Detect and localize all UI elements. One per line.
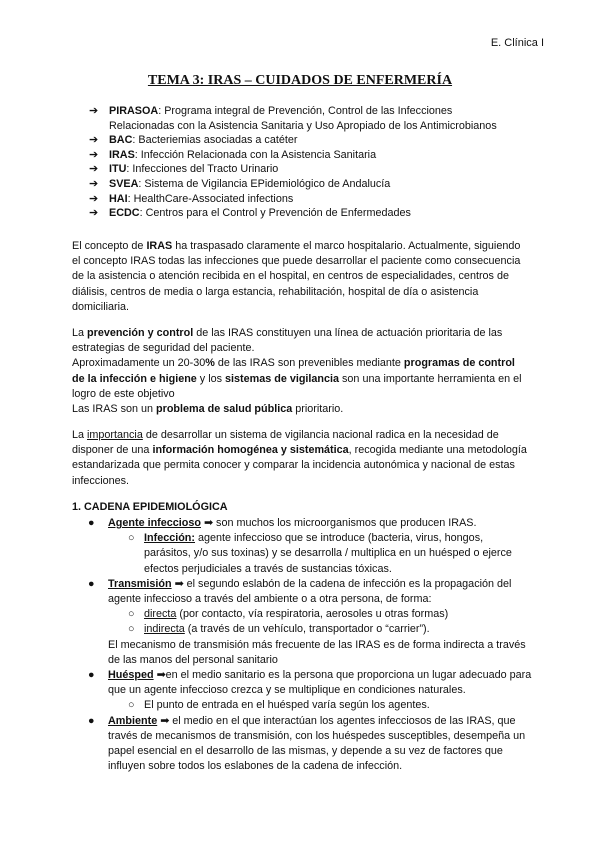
list-item [89,104,539,133]
paragraph-importance: La importancia de desarrollar un sistema de vigilancia nacional radica en la necesidad de disponer de una información homogénea y sistemática, recogida mediante una metodología estandarizada que permita conocer y comparar la incidencia autonómica y nacional de estas infecciones. [72,429,527,487]
arrow-icon: ➔ [89,105,99,117]
list-item-huesped: ● Huésped ➡en el medio sanitario es la persona que proporciona un lugar adecuado para que un agente infeccioso crezca y se multiplique en condiciones naturales. [72,668,532,698]
circle-bullet-icon: ○ [128,532,135,545]
arrow-icon: ➔ [89,134,99,147]
sublist-item-indirecta: ○ indirecta (a través de un vehículo, transportador o “carrier”). [108,622,532,637]
right-arrow-icon: ➡ [201,517,214,529]
list-item-ambiente: ● Ambiente ➡ el medio en el que interactúan los agentes infecciosos de las IRAS, que través de mecanismos de transmisión, con los huéspedes susceptibles, desempeña un papel esencial en el desarrollo de las mismas, y depende a su vez de factores que influyen sobre todos los eslabones de la cadena de infección. [72,714,532,775]
abbr-def: : Programa integral de Prevención, Control de las Infecciones [158,105,453,117]
bullet-icon: ● [88,517,95,529]
list-item [89,206,539,221]
chain-list [72,516,532,774]
sublist-item-entrada: ○ El punto de entrada en el huésped varía según los agentes. [108,698,532,713]
list-item [89,192,539,207]
abbr-def: : Infecciones del Tracto Urinario [126,163,279,176]
abbr-term: BAC [109,134,133,147]
arrow-icon: ➔ [89,177,99,190]
bullet-icon: ● [88,714,95,727]
abbr-term: ECDC [109,207,140,220]
list-item [89,162,539,177]
sublist-item-infeccion: ○ Infección: agente infeccioso que se introduce (bacteria, virus, hongos, parásitos, y/o sus toxinas) y se desarrolla / multiplica en un huésped o ejerce efectos perjudiciales a través de sustancias tóxicas. [108,531,532,577]
abbreviation-list [89,104,539,221]
abbr-def: : HealthCare-Associated infections [127,192,294,205]
abbr-def: : Bacteriemias asociadas a catéter [132,134,298,147]
abbr-term: HAI [109,192,128,205]
mechanism-note: El mecanismo de transmisión más frecuente de las IRAS es de forma indirecta a través de las manos del personal sanitario [108,638,526,666]
circle-bullet-icon: ○ [128,699,135,712]
abbr-def: : Infección Relacionada con la Asistencia Sanitaria [134,148,377,161]
abbr-term: PIRASOA [109,105,159,117]
abbr-def-cont: Relacionadas con la Asistencia Sanitaria y Uso Apropiado de los Antimicrobianos [109,119,497,132]
abbr-def: : Sistema de Vigilancia EPidemiológico de Andalucía [138,177,391,190]
list-item-transmision: ● Transmisión ➡ el segundo eslabón de la cadena de infección es la propagación del agente infeccioso a través del ambiente o a otra persona, de forma: [72,577,532,607]
right-arrow-icon: ➡ [171,577,184,590]
circle-bullet-icon: ○ [128,623,135,636]
arrow-icon: ➔ [89,148,99,161]
page-header: E. Clínica I [490,37,544,49]
arrow-icon: ➔ [89,192,99,205]
list-item-agente: ● Agente infeccioso ➡ son muchos los microorganismos que producen IRAS. [72,516,532,531]
list-item [89,177,539,192]
page-title: TEMA 3: IRAS – CUIDADOS DE ENFERMERÍA [147,73,453,88]
bullet-icon: ● [88,577,95,590]
arrow-icon: ➔ [89,163,99,176]
abbr-term: IRAS [109,148,135,161]
section-heading: 1. CADENA EPIDEMIOLÓGICA [72,501,228,513]
paragraph-prevention: La prevención y control de las IRAS constituyen una línea de actuación prioritaria de las estrategias de seguridad del paciente. Aproximadamente un 20-30% de las IRAS son prevenibles mediante programas de control de la infección e higiene y los sistemas de vigilancia son una importante herramienta en el logro de este objetivo Las IRAS son un problema de salud pública prioritario. [72,327,522,416]
abbr-term: SVEA [109,177,139,190]
abbr-term: ITU [109,163,127,176]
right-arrow-icon: ➡ [157,714,170,727]
list-item [89,148,539,163]
abbr-def: : Centros para el Control y Prevención de Enfermedades [139,207,411,220]
sublist-item-directa: ○ directa (por contacto, vía respiratoria, aerosoles u otras formas) [108,607,532,622]
circle-bullet-icon: ○ [128,608,135,621]
arrow-icon: ➔ [89,207,99,220]
bullet-icon: ● [88,669,95,682]
right-arrow-icon: ➡ [153,669,166,682]
paragraph-iras-concept: El concepto de IRAS ha traspasado claramente el marco hospitalario. Actualmente, siguiendo el concepto IRAS todas las infecciones que puede desarrollar el paciente como consecuencia de la asistencia o atención recibida en el hospital, en centros de especialidades, centros de diálisis, centros de media o larga estancia, rehabilitación, hospital de día o asistencia domiciliaria. [72,240,521,313]
list-item [89,133,539,148]
